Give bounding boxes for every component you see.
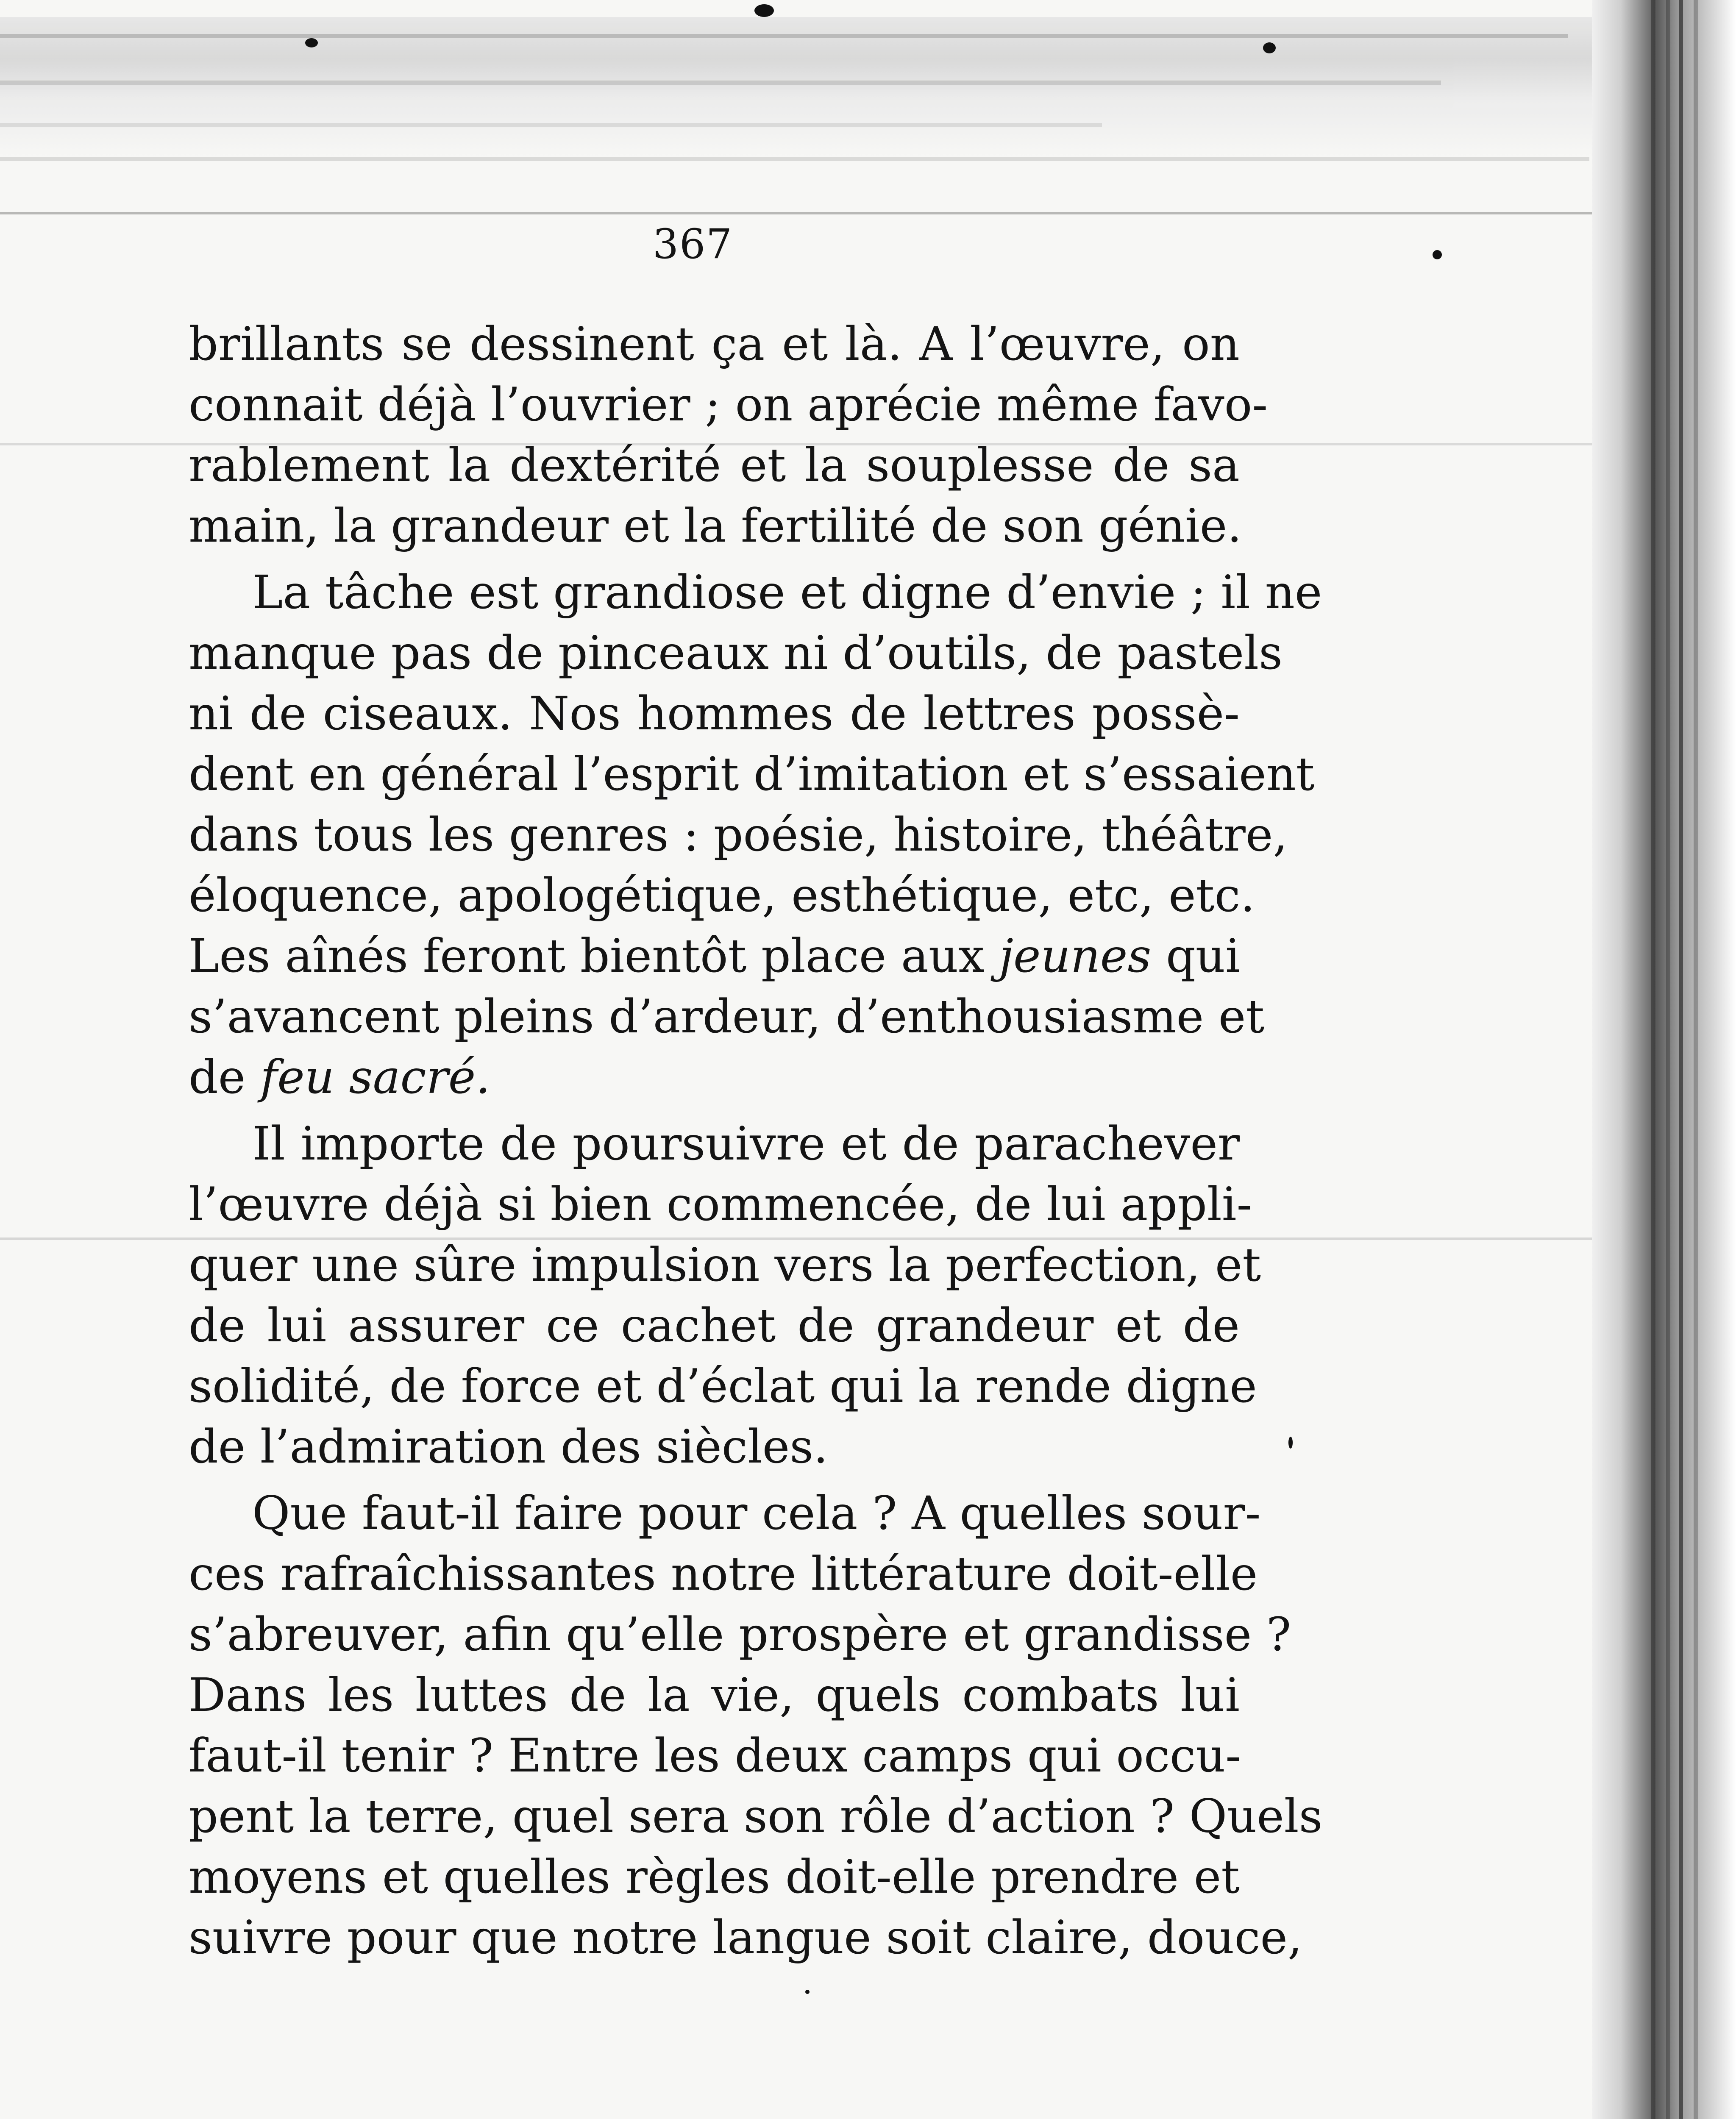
text-line: suivre pour que notre langue soit claire, douce, — [189, 1910, 1302, 1964]
paragraph-4 — [189, 1483, 1323, 1968]
text-line: brillants se dessinent ça et là. A l’œuvre, on — [189, 317, 1240, 371]
page-number: 367 — [653, 220, 733, 268]
ink-speck — [805, 1990, 810, 1994]
text-line: main, la grandeur et la fertilité de son génie. — [189, 499, 1242, 553]
text-line: moyens et quelles règles doit-elle prendre et — [189, 1850, 1240, 1904]
text-line: s’avancent pleins d’ardeur, d’enthousiasme et — [189, 990, 1265, 1043]
text-segment: de — [189, 1050, 246, 1104]
text-line: La tâche est grandiose et digne d’envie ; il ne — [252, 565, 1322, 619]
italic-word: jeunes — [999, 929, 1152, 983]
paragraph-1 — [189, 314, 1268, 556]
text-line: connait déjà l’ouvrier ; on aprécie même favo- — [189, 378, 1268, 431]
text-line: pent la terre, quel sera son rôle d’action ? Quels — [189, 1789, 1323, 1843]
ink-speck — [1433, 250, 1442, 259]
paragraph-2 — [189, 562, 1322, 1107]
text-line: de lui assurer ce cachet de grandeur et de — [189, 1299, 1240, 1352]
text-line: Il importe de poursuivre et de parachever — [252, 1117, 1240, 1171]
text-line: l’œuvre déjà si bien commencée, de lui appli- — [189, 1177, 1252, 1231]
ink-speck — [1288, 1437, 1293, 1449]
text-line: de l’admiration des siècles. — [189, 1420, 828, 1474]
ink-speck — [1263, 42, 1276, 53]
text-line: dent en général l’esprit d’imitation et s’essaient — [189, 747, 1315, 801]
text-line-with-italic — [189, 1047, 1240, 1107]
text-line: Dans les luttes de la vie, quels combats lui — [189, 1668, 1240, 1722]
text-line: éloquence, apologétique, esthétique, etc, etc. — [189, 868, 1255, 922]
text-line: Que faut-il faire pour cela ? A quelles sour- — [252, 1486, 1261, 1540]
text-segment: qui — [1166, 929, 1240, 983]
body-text — [189, 314, 1323, 1968]
text-segment: Les aînés feront bientôt place aux — [189, 929, 985, 983]
paragraph-3 — [189, 1113, 1261, 1477]
text-line: solidité, de force et d’éclat qui la rende digne — [189, 1359, 1257, 1413]
text-line: ni de ciseaux. Nos hommes de lettres possè- — [189, 687, 1240, 740]
text-line: manque pas de pinceaux ni d’outils, de pastels — [189, 626, 1283, 680]
text-line: rablement la dextérité et la souplesse de sa — [189, 438, 1240, 492]
text-line: s’abreuver, afin qu’elle prospère et grandisse ? — [189, 1607, 1291, 1661]
ink-speck — [754, 4, 774, 17]
ink-speck — [305, 38, 318, 47]
text-line: ces rafraîchissantes notre littérature doit-elle — [189, 1547, 1258, 1601]
text-line-with-italic — [189, 926, 1240, 986]
book-gutter — [1592, 0, 1736, 2119]
text-line: dans tous les genres : poésie, histoire, théâtre, — [189, 808, 1288, 862]
text-line: faut-il tenir ? Entre les deux camps qui occu- — [189, 1729, 1241, 1783]
text-line: quer une sûre impulsion vers la perfection, et — [189, 1238, 1261, 1292]
scan-smudge — [0, 17, 1602, 157]
italic-phrase: feu sacré. — [260, 1050, 490, 1104]
scan-rule-line — [0, 212, 1602, 214]
